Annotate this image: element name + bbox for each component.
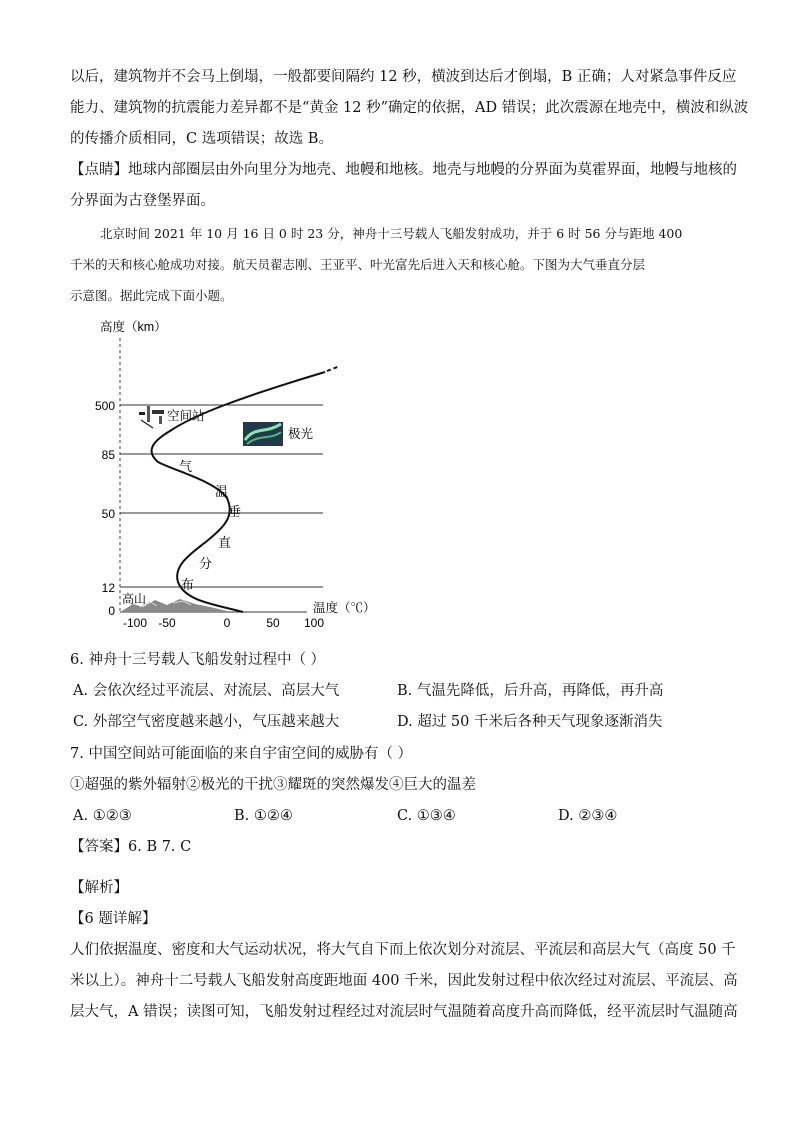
text-line: 分界面为古登堡界面。 xyxy=(70,193,215,209)
x-tick-neg50: -50 xyxy=(158,616,176,630)
curve-extension xyxy=(327,366,340,371)
x-tick-0: 0 xyxy=(223,616,231,630)
curve-label-char: 分 xyxy=(199,557,213,572)
y-tick-85: 85 xyxy=(101,448,115,462)
q7-option-a[interactable]: A. ①②③ xyxy=(73,808,132,824)
q6-option-a[interactable]: A. 会依次经过平流层、对流层、高层大气 xyxy=(73,683,340,699)
curve-label-char: 气 xyxy=(179,460,193,475)
aurora-icon xyxy=(243,422,283,446)
intro-line: 示意图。据此完成下面小题。 xyxy=(70,288,233,303)
q6-option-d[interactable]: D. 超过 50 千米后各种天气现象逐渐消失 xyxy=(397,714,663,730)
q7-option-b[interactable]: B. ①②④ xyxy=(234,808,293,824)
temperature-curve xyxy=(152,372,325,612)
q6-option-b[interactable]: B. 气温先降低，后升高，再降低，再升高 xyxy=(397,683,664,699)
x-axis-label: 温度（℃） xyxy=(313,601,376,615)
space-station-label: 空间站 xyxy=(167,409,205,423)
intro-line: 千米的天和核心舱成功对接。航天员翟志刚、王亚平、叶光富先后进入天和核心舱。下图为大气垂直分层 xyxy=(70,257,646,272)
dianjing-text: 【点睛】地球内部圈层由外向里分为地壳、地幔和地核。地壳与地幔的分界面为莫霍界面，地幔与地核的 xyxy=(70,162,737,178)
q7-option-c[interactable]: C. ①③④ xyxy=(397,808,456,824)
question-6: 6. 神舟十三号载人飞船发射过程中（ ） xyxy=(70,652,326,668)
answer-line: 【答案】6. B 7. C xyxy=(70,839,192,855)
x-tick-50: 50 xyxy=(266,616,280,630)
aurora-label: 极光 xyxy=(288,427,314,441)
mountain-label: 高山 xyxy=(122,592,147,606)
intro-line: 北京时间 2021 年 10 月 16 日 0 时 23 分，神舟十三号载人飞船发射成功，并于 6 时 56 分与距地 400 xyxy=(100,226,683,241)
curve-label-char: 温 xyxy=(215,485,229,500)
text-line: 的传播介质相同，C 选项错误；故选 B。 xyxy=(70,131,333,147)
curve-label-char: 垂 xyxy=(228,505,242,520)
body-line: 米以上）。神舟十二号载人飞船发射高度距地面 400 千米，因此发射过程中依次经过对流层、平流层、高 xyxy=(70,973,738,989)
question-7: 7. 中国空间站可能面临的来自宇宙空间的威胁有（ ） xyxy=(70,746,413,762)
detail-6-heading: 【6 题详解】 xyxy=(70,911,157,927)
x-tick-100: 100 xyxy=(303,616,325,630)
y-tick-50: 50 xyxy=(101,507,115,521)
space-station-icon xyxy=(139,406,164,428)
curve-label-char: 直 xyxy=(218,536,232,551)
y-tick-12: 12 xyxy=(101,581,115,595)
y-tick-0: 0 xyxy=(108,604,115,618)
y-axis-label: 高度（km） xyxy=(100,320,167,334)
text-line: 以后，建筑物并不会马上倒塌，一般都要间隔约 12 秒，横波到达后才倒塌，B 正确；人对紧急事件反应 xyxy=(70,69,737,85)
text-line: 能力、建筑物的抗震能力差异都不是“黄金 12 秒”确定的依据，AD 错误；此次震源在地壳中，横波和纵波 xyxy=(70,100,749,116)
body-line: 人们依据温度、密度和大气运动状况，将大气自下而上依次划分对流层、平流层和高层大气（高度 50 千 xyxy=(70,942,736,958)
q7-statements: ①超强的紫外辐射②极光的干扰③耀斑的突然爆发④巨大的温差 xyxy=(70,777,476,793)
x-tick-neg100: -100 xyxy=(122,616,148,630)
y-tick-500: 500 xyxy=(95,399,115,413)
body-line: 层大气，A 错误；读图可知，飞船发射过程经过对流层时气温随着高度升高而降低，经平流层时气温随高 xyxy=(70,1004,738,1020)
atmosphere-diagram xyxy=(95,316,395,636)
q7-option-d[interactable]: D. ②③④ xyxy=(558,808,618,824)
jiexi-heading: 【解析】 xyxy=(70,880,128,896)
q6-option-c[interactable]: C. 外部空气密度越来越小，气压越来越大 xyxy=(73,714,340,730)
curve-label-char: 布 xyxy=(181,578,195,593)
